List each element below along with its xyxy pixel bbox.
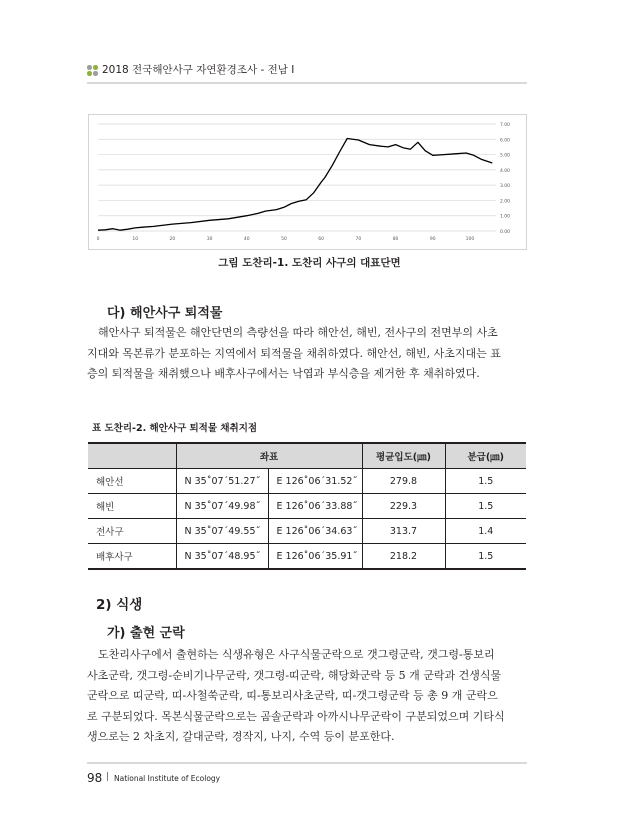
table-cell-lon: E 126˚06´31.52˝ [268, 469, 362, 494]
table-cell-site: 해안선 [88, 469, 176, 494]
header-rule [87, 82, 527, 84]
paragraph-line: 층의 퇴적물을 채취했으나 배후사구에서는 낙엽과 부식층을 제거한 후 채취하였다. [87, 367, 480, 380]
table-cell-lat: N 35˚07´51.27˝ [176, 469, 268, 494]
footer-organization: National Institute of Ecology [114, 774, 221, 783]
section-title-sediment: 다) 해안사구 퇴적물 [107, 306, 223, 321]
footer-rule [87, 762, 527, 764]
x-tick-label: 90 [429, 237, 436, 242]
table-cell-site: 전사구 [88, 519, 176, 544]
x-tick-label: 40 [243, 237, 250, 242]
y-tick-label: 3.00 [500, 184, 511, 190]
table-header-grain: 평균입도(㎛) [362, 443, 445, 469]
profile-chart-svg [89, 115, 526, 249]
paragraph-line: 도찬리사구에서 출현하는 식생유형은 사구식물군락으로 갯그령군락, 갯그령-통보리 [98, 648, 495, 661]
table-cell-site: 배후사구 [88, 544, 176, 570]
profile-line [98, 139, 492, 231]
table-header-sorting: 분급(㎛) [445, 443, 526, 469]
table-cell-sorting: 1.5 [445, 469, 526, 494]
paragraph-line: 지대와 목본류가 분포하는 지역에서 퇴적물을 채취하였다. 해안선, 해빈, 사초지대는 표 [87, 346, 501, 360]
paragraph-line: 생으로는 2 차초지, 갈대군락, 경작지, 나지, 수역 등이 분포한다. [87, 730, 395, 743]
figure-caption: 그림 도찬리-1. 도찬리 사구의 대표단면 [218, 257, 401, 269]
table-cell-lat: N 35˚07´49.98˝ [176, 494, 268, 519]
section-title-vegetation: 2) 식생 [96, 597, 143, 613]
table-caption: 표 도찬리-2. 해안사구 퇴적물 채취지점 [92, 423, 258, 434]
table-cell-lat: N 35˚07´49.55˝ [176, 519, 268, 544]
table-cell-sorting: 1.4 [445, 519, 526, 544]
y-tick-label: 7.00 [500, 123, 511, 128]
table-cell-lon: E 126˚06´35.91˝ [268, 544, 362, 570]
table-cell-grain: 279.8 [362, 469, 445, 494]
table-cell-sorting: 1.5 [445, 544, 526, 570]
x-tick-label: 100 [465, 237, 475, 242]
table-cell-lon: E 126˚06´33.88˝ [268, 494, 362, 519]
paragraph-line: 사초군락, 갯그령-순비기나무군락, 갯그령-띠군락, 해당화군락 등 5 개 군락과 건생식물 [87, 668, 502, 682]
table-row [88, 544, 526, 570]
table-cell-grain: 313.7 [362, 519, 445, 544]
table-row [88, 519, 526, 544]
footer-separator: | [106, 772, 110, 782]
y-tick-label: 2.00 [500, 199, 511, 205]
table-cell-grain: 229.3 [362, 494, 445, 519]
table-cell-lon: E 126˚06´34.63˝ [268, 519, 362, 544]
table-cell-lat: N 35˚07´48.95˝ [176, 544, 268, 570]
x-tick-label: 0 [96, 237, 100, 242]
x-tick-label: 20 [169, 237, 176, 242]
table-cell-grain: 218.2 [362, 544, 445, 570]
table-header-blank [88, 443, 176, 469]
x-tick-label: 80 [392, 237, 399, 242]
sediment-paragraph [87, 323, 531, 385]
y-tick-label: 4.00 [500, 168, 511, 174]
communities-paragraph [87, 645, 531, 748]
paragraph-line: 로 구분되었다. 목본식물군락으로는 곰솔군락과 아까시나무군락이 구분되었으며 기타식 [87, 709, 505, 723]
y-tick-label: 5.00 [500, 153, 511, 159]
paragraph-line: 군락으로 띠군락, 띠-사철쑥군락, 띠-통보리사초군락, 띠-갯그령군락 등 총 9 개 군락으 [87, 689, 498, 702]
header-text: 2018 전국해안사구 자연환경조사 - 전남 I [102, 64, 295, 76]
table-cell-sorting: 1.5 [445, 494, 526, 519]
paragraph-line: 해안사구 퇴적물은 해안단면의 측량선을 따라 해안선, 해빈, 전사구의 전면부의 사초 [98, 326, 498, 339]
table-row [88, 494, 526, 519]
y-tick-label: 0.00 [500, 230, 511, 235]
table-header-coord: 좌표 [176, 443, 362, 469]
y-tick-label: 1.00 [500, 214, 511, 220]
running-header [87, 63, 527, 79]
table-row [88, 469, 526, 494]
x-tick-label: 50 [281, 237, 287, 242]
x-tick-label: 10 [132, 237, 139, 242]
x-tick-label: 30 [206, 237, 213, 242]
x-tick-label: 60 [318, 237, 325, 242]
x-tick-label: 70 [355, 237, 362, 242]
y-tick-label: 6.00 [500, 138, 511, 144]
sediment-table [88, 442, 526, 570]
page-number: 98 [87, 771, 103, 785]
section-title-communities: 가) 출현 군락 [107, 626, 185, 641]
table-header-row [88, 443, 526, 469]
table-cell-site: 해빈 [88, 494, 176, 519]
header-dots-icon [87, 65, 98, 76]
profile-chart [88, 114, 527, 250]
